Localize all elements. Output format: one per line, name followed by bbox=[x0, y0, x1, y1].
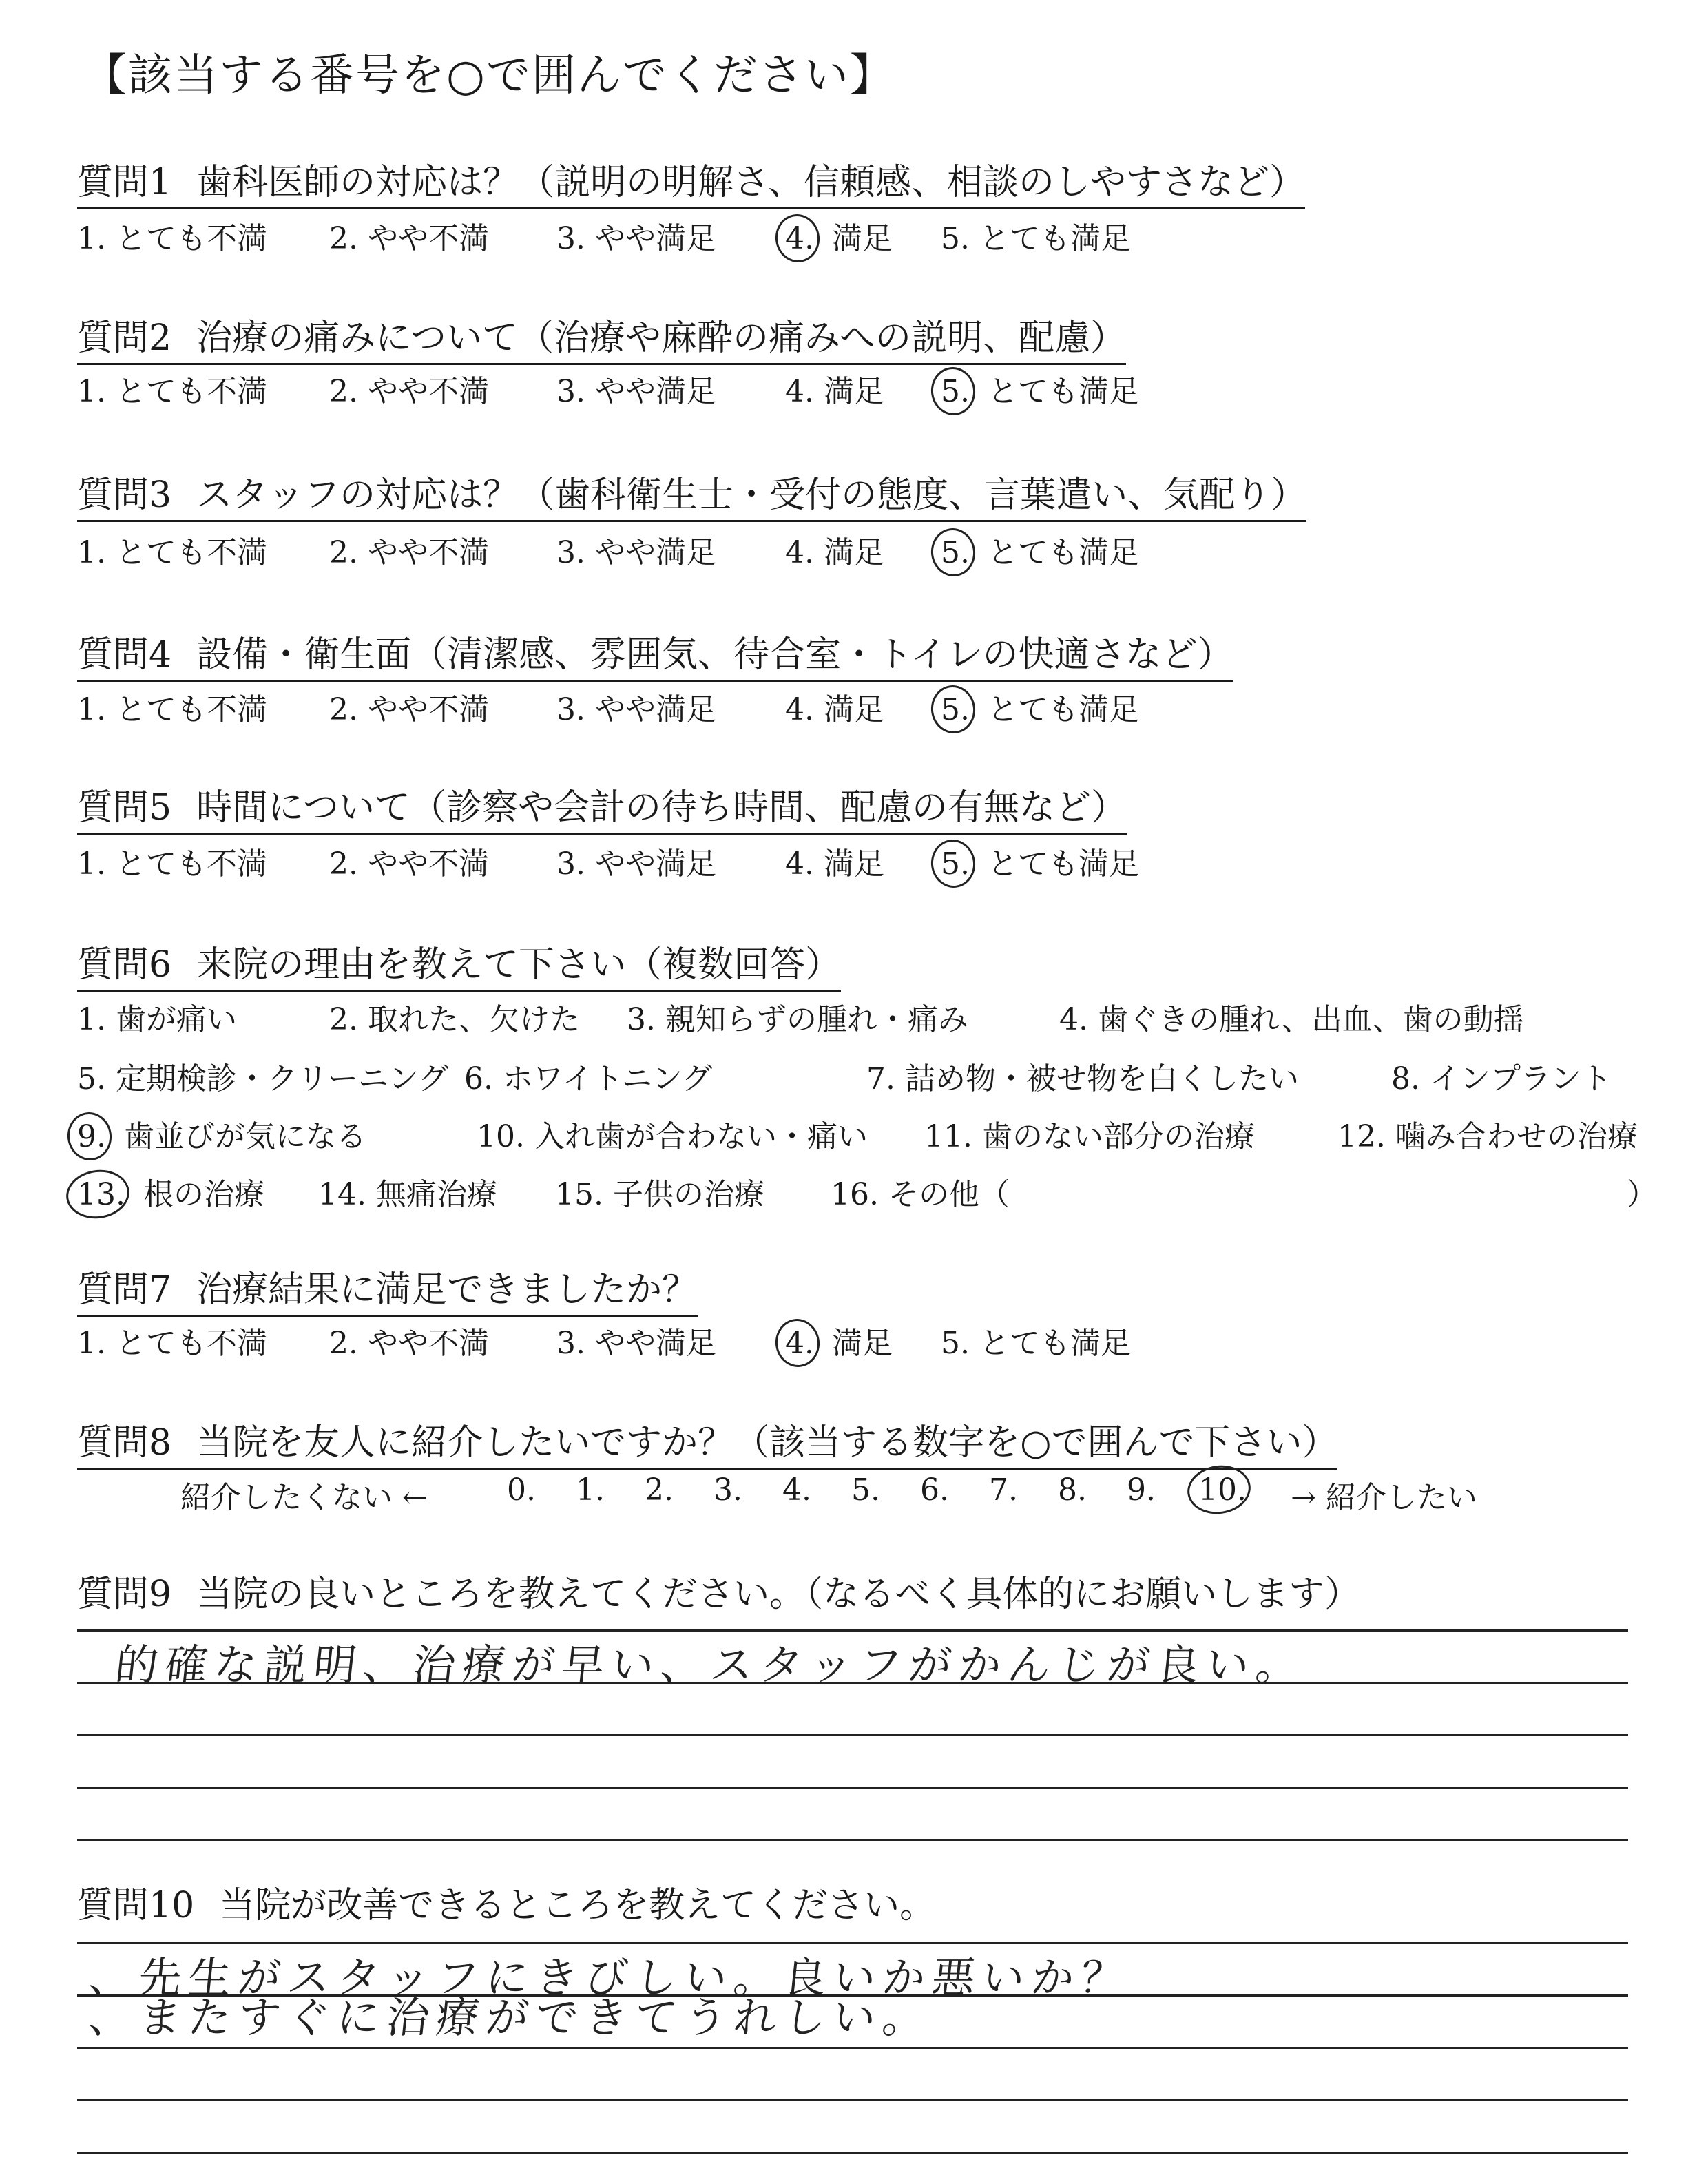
question-7-title bbox=[77, 1260, 698, 1317]
option-4-selected[interactable]: 4. 満足 bbox=[785, 221, 893, 256]
scale-4[interactable]: 4. bbox=[782, 1472, 811, 1508]
scale-left-label: 紹介したくない ← bbox=[180, 1480, 428, 1515]
option-1[interactable]: 1. とても不満 bbox=[77, 535, 267, 570]
question-8-title bbox=[77, 1413, 1337, 1470]
question-number: 質問5 bbox=[77, 787, 172, 829]
reason-9-selected[interactable]: 9. 歯並びが気になる bbox=[77, 1119, 366, 1154]
scale-7[interactable]: 7. bbox=[989, 1472, 1018, 1508]
option-1[interactable]: 1. とても不満 bbox=[77, 1326, 267, 1361]
question-text: スタッフの対応は？（歯科衛生士・受付の態度、言葉遣い、気配り） bbox=[196, 475, 1307, 516]
question-text: 歯科医師の対応は？（説明の明解さ、信頼感、相談のしやすさなど） bbox=[196, 162, 1306, 203]
option-4[interactable]: 4. 満足 bbox=[785, 846, 884, 882]
scale-1[interactable]: 1. bbox=[576, 1472, 605, 1508]
option-2[interactable]: 2. やや不満 bbox=[329, 374, 489, 409]
option-5-selected[interactable]: 5. とても満足 bbox=[941, 846, 1139, 882]
reason-1[interactable]: 1. 歯が痛い bbox=[77, 1002, 237, 1037]
scale-5[interactable]: 5. bbox=[851, 1472, 880, 1508]
question-number: 質問7 bbox=[77, 1269, 172, 1311]
question-2-title bbox=[77, 309, 1126, 365]
reason-10[interactable]: 10. 入れ歯が合わない・痛い bbox=[477, 1119, 868, 1154]
option-1[interactable]: 1. とても不満 bbox=[77, 692, 267, 727]
answer-line bbox=[77, 2047, 1628, 2049]
option-3[interactable]: 3. やや満足 bbox=[556, 692, 716, 727]
option-3[interactable]: 3. やや満足 bbox=[556, 221, 716, 256]
answer-line bbox=[77, 1787, 1628, 1789]
question-text: 当院を友人に紹介したいですか？（該当する数字を○で囲んで下さい） bbox=[196, 1422, 1338, 1464]
option-5[interactable]: 5. とても満足 bbox=[941, 221, 1131, 256]
reason-16-other[interactable]: 16. その他（ bbox=[831, 1177, 1010, 1212]
reason-8[interactable]: 8. インプラント bbox=[1391, 1061, 1612, 1096]
scale-0[interactable]: 0. bbox=[507, 1472, 536, 1508]
answer-line bbox=[77, 1734, 1628, 1736]
question-text: 時間について（診察や会計の待ち時間、配慮の有無など） bbox=[196, 787, 1127, 829]
option-2[interactable]: 2. やや不満 bbox=[329, 221, 489, 256]
reason-11[interactable]: 11. 歯のない部分の治療 bbox=[924, 1119, 1255, 1154]
question-number: 質問3 bbox=[77, 475, 172, 516]
option-3[interactable]: 3. やや満足 bbox=[556, 535, 716, 570]
question-number: 質問10 bbox=[77, 1885, 195, 1926]
reason-6[interactable]: 6. ホワイトニング bbox=[464, 1061, 713, 1096]
reason-15[interactable]: 15. 子供の治療 bbox=[555, 1177, 764, 1212]
option-5-selected[interactable]: 5. とても満足 bbox=[941, 692, 1139, 727]
option-1[interactable]: 1. とても不満 bbox=[77, 221, 267, 256]
scale-3[interactable]: 3. bbox=[714, 1472, 742, 1508]
question-number: 質問8 bbox=[77, 1422, 172, 1464]
question-text: 治療結果に満足できましたか？ bbox=[196, 1269, 698, 1311]
scale-6[interactable]: 6. bbox=[920, 1472, 949, 1508]
question-text: 来院の理由を教えて下さい（複数回答） bbox=[196, 944, 842, 986]
option-5-selected[interactable]: 5. とても満足 bbox=[941, 535, 1139, 570]
answer-line bbox=[77, 1839, 1628, 1841]
reason-13-selected[interactable]: 13. 根の治療 bbox=[77, 1177, 264, 1212]
question-text: 当院の良いところを教えてください。（なるべく具体的にお願いします） bbox=[196, 1574, 1361, 1615]
answer-line bbox=[77, 2099, 1628, 2101]
scale-2[interactable]: 2. bbox=[645, 1472, 674, 1508]
answer-line bbox=[77, 2152, 1628, 2154]
scale-9[interactable]: 9. bbox=[1127, 1472, 1156, 1508]
option-4[interactable]: 4. 満足 bbox=[785, 535, 884, 570]
form-title: 【該当する番号を○で囲んでください】 bbox=[83, 50, 895, 101]
option-3[interactable]: 3. やや満足 bbox=[556, 374, 716, 409]
scale-8[interactable]: 8. bbox=[1058, 1472, 1087, 1508]
reason-7[interactable]: 7. 詰め物・被せ物を白くしたい bbox=[866, 1061, 1299, 1096]
question-10-title bbox=[77, 1876, 935, 1930]
question-number: 質問6 bbox=[77, 944, 172, 986]
option-2[interactable]: 2. やや不満 bbox=[329, 1326, 489, 1361]
question-9-title bbox=[77, 1565, 1360, 1619]
option-4-selected[interactable]: 4. 満足 bbox=[785, 1326, 893, 1361]
option-5[interactable]: 5. とても満足 bbox=[941, 1326, 1131, 1361]
option-3[interactable]: 3. やや満足 bbox=[556, 1326, 716, 1361]
option-5-selected[interactable]: 5. とても満足 bbox=[941, 374, 1139, 409]
option-2[interactable]: 2. やや不満 bbox=[329, 535, 489, 570]
question-text: 設備・衛生面（清潔感、雰囲気、待合室・トイレの快適さなど） bbox=[196, 634, 1233, 676]
option-2[interactable]: 2. やや不満 bbox=[329, 692, 489, 727]
question-6-title bbox=[77, 935, 841, 992]
option-1[interactable]: 1. とても不満 bbox=[77, 846, 267, 882]
reason-14[interactable]: 14. 無痛治療 bbox=[318, 1177, 497, 1212]
question-1-title bbox=[77, 153, 1305, 209]
question-5-title bbox=[77, 778, 1127, 835]
scale-right-label: → 紹介したい bbox=[1291, 1480, 1477, 1515]
reason-12[interactable]: 12. 噛み合わせの治療 bbox=[1337, 1119, 1638, 1154]
scale-10-selected[interactable]: 10. bbox=[1198, 1472, 1247, 1508]
reason-5[interactable]: 5. 定期検診・クリーニング bbox=[77, 1061, 449, 1096]
option-1[interactable]: 1. とても不満 bbox=[77, 374, 267, 409]
option-2[interactable]: 2. やや不満 bbox=[329, 846, 489, 882]
option-4[interactable]: 4. 満足 bbox=[785, 374, 884, 409]
question-text: 治療の痛みについて（治療や麻酔の痛みへの説明、配慮） bbox=[196, 317, 1127, 359]
question-number: 質問2 bbox=[77, 317, 172, 359]
question-text: 当院が改善できるところを教えてください。 bbox=[219, 1885, 936, 1926]
question-number: 質問9 bbox=[77, 1574, 172, 1615]
answer-line bbox=[77, 1682, 1628, 1684]
question-number: 質問1 bbox=[77, 162, 172, 203]
question-4-title bbox=[77, 625, 1233, 682]
reason-3[interactable]: 3. 親知らずの腫れ・痛み bbox=[627, 1002, 968, 1037]
handwritten-answer[interactable]: 的確な説明、治療が早い、スタッフがかんじが良い。 bbox=[112, 1640, 1309, 1690]
handwritten-answer-line-1[interactable]: 、先生がスタッフにきびしい。良いか悪いか？ bbox=[86, 1952, 1134, 2003]
question-3-title bbox=[77, 466, 1306, 522]
question-number: 質問4 bbox=[77, 634, 172, 676]
handwritten-answer-line-2[interactable]: 、またすぐに治療ができてうれしい。 bbox=[86, 1992, 935, 2043]
option-4[interactable]: 4. 満足 bbox=[785, 692, 884, 727]
reason-4[interactable]: 4. 歯ぐきの腫れ、出血、歯の動揺 bbox=[1059, 1002, 1524, 1037]
option-3[interactable]: 3. やや満足 bbox=[556, 846, 716, 882]
reason-2[interactable]: 2. 取れた、欠けた bbox=[329, 1002, 580, 1037]
other-close-paren: ） bbox=[1627, 1177, 1657, 1212]
